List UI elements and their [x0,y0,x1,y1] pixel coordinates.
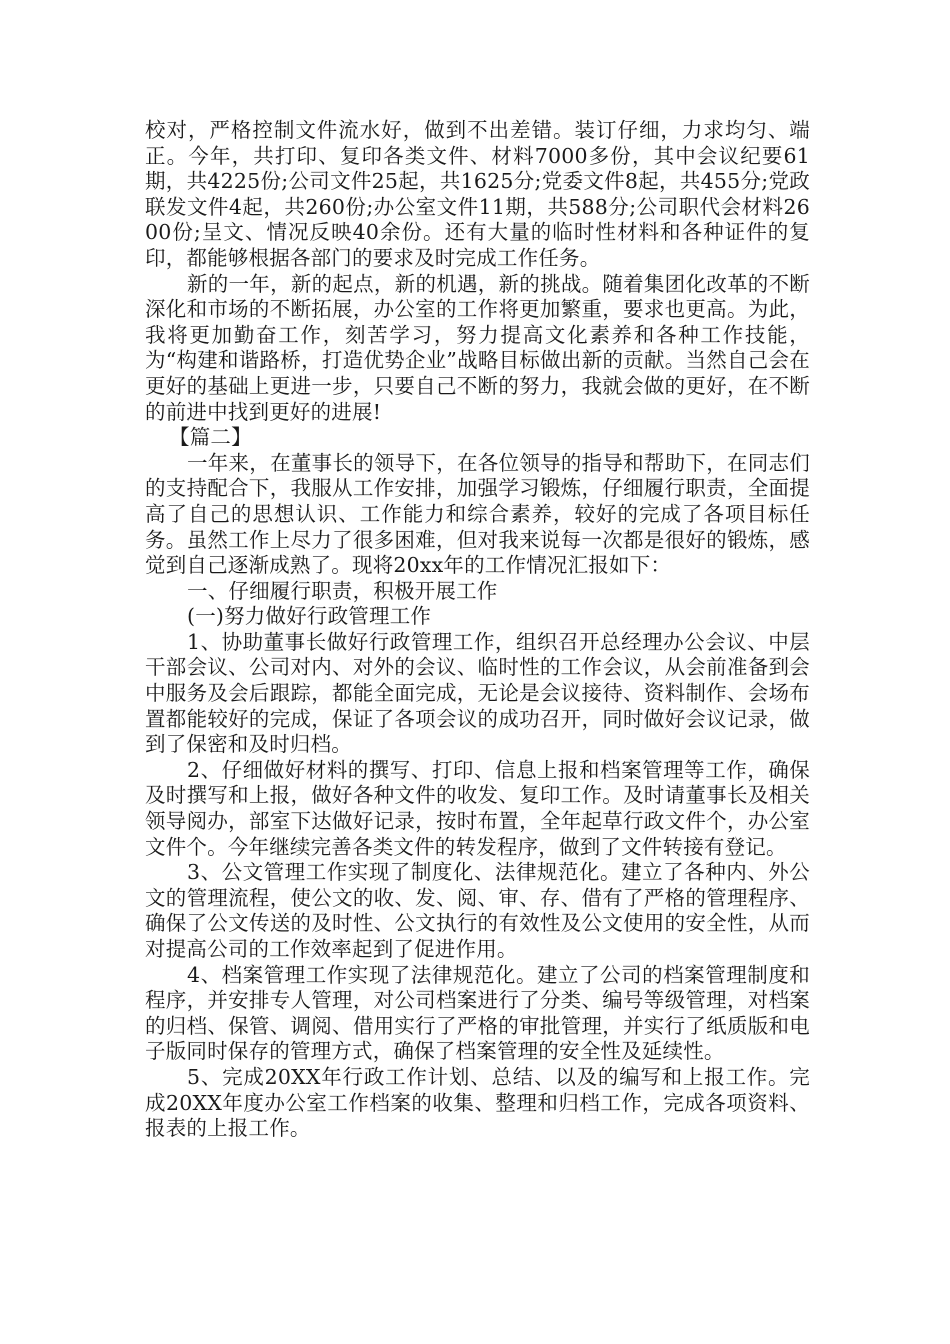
heading-subsection-one: (一)努力做好行政管理工作 [187,604,432,629]
list-item-3: 3、公文管理工作实现了制度化、法律规范化。建立了各种内、外公文的管理流程，使公文的收、发、阅、审、存、借有了严格的管理程序、确保了公文传送的及时性、公文执行的有效性及公文使用的安全性，从而对提高公司的工作效率起到了促进作用。 [145,860,810,961]
paragraph-intro: 一年来，在董事长的领导下，在各位领导的指导和帮助下，在同志们的支持配合下，我服从工作安排，加强学习锻炼，仔细履行职责，全面提高了自己的思想认识、工作能力和综合素养，较好的完成了各项目标任务。虽然工作上尽力了很多困难，但对我来说每一次都是很好的锻炼，感觉到自己逐渐成熟了。现将20xx年的工作情况汇报如下： [145,450,810,578]
document-page [145,118,810,1142]
list-item-4: 4、档案管理工作实现了法律规范化。建立了公司的档案管理制度和程序，并安排专人管理，对公司档案进行了分类、编号等级管理，对档案的归档、保管、调阅、借用实行了严格的审批管理，并实行了纸质版和电子版同时保存的管理方式，确保了档案管理的安全性及延续性。 [145,962,810,1064]
paragraph-1: 校对，严格控制文件流水好，做到不出差错。装订仔细，力求均匀、端正。今年，共打印、复印各类文件、材料7000多份，其中会议纪要61期，共4225份;公司文件25起，共1625分;党委文件8起，共455分;党政联发文件4起，共260份;办公室文件11期，共588分;公司职代会材料2600份;呈文、情况反映40余份。还有大量的临时性材料和各种证件的复印，都能够根据各部门的要求及时完成工作任务。 [145,118,810,270]
list-item-1: 1、协助董事长做好行政管理工作，组织召开总经理办公会议、中层干部会议、公司对内、对外的会议、临时性的工作会议，从会前准备到会中服务及会后跟踪，都能全面完成，无论是会议接待、资料制作、会场布置都能较好的完成，保证了各项会议的成功召开，同时做好会议记录，做到了保密和及时归档。 [145,629,810,757]
list-item-2: 2、仔细做好材料的撰写、打印、信息上报和档案管理等工作，确保及时撰写和上报，做好各种文件的收发、复印工作。及时请董事长及相关领导阅办，部室下达做好记录，按时布置，全年起草行政文件个，办公室文件个。今年继续完善各类文件的转发程序，做到了文件转接有登记。 [145,757,810,859]
paragraph-2: 新的一年，新的起点，新的机遇，新的挑战。随着集团化改革的不断深化和市场的不断拓展，办公室的工作将更加繁重，要求也更高。为此，我将更加勤奋工作，刻苦学习，努力提高文化素养和各种工作技能，为“构建和谐路桥，打造优势企业”战略目标做出新的贡献。当然自己会在更好的基础上更进一步，只要自己不断的努力，我就会做的更好，在不断的前进中找到更好的进展! [145,271,810,424]
section-heading-part-two: 【篇二】 [169,425,252,450]
list-item-5: 5、完成20XX年行政工作计划、总结、以及的编写和上报工作。完成20XX年度办公室工作档案的收集、整理和归档工作，完成各项资料、报表的上报工作。 [145,1064,810,1141]
heading-section-one: 一、仔细履行职责，积极开展工作 [187,578,498,603]
